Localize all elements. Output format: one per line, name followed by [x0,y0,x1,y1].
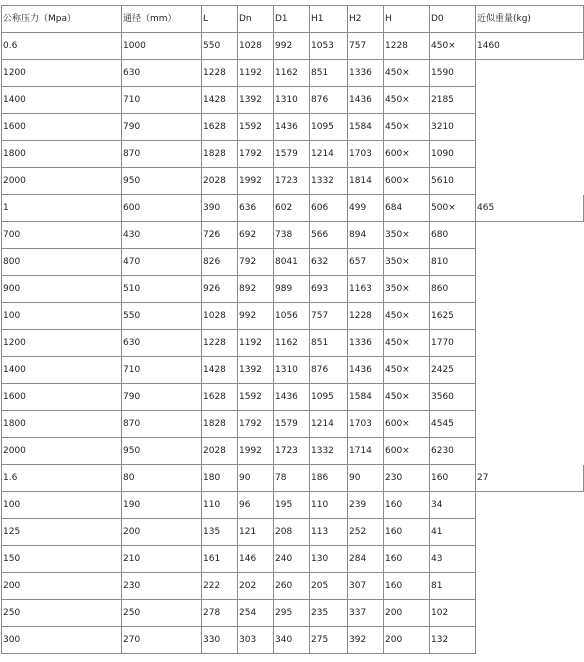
table-cell: 100 [2,303,122,330]
table-row [2,600,584,627]
table-cell: 340 [274,627,310,654]
table-cell: 926 [202,276,238,303]
table-cell: 792 [238,249,274,276]
table-cell: 113 [310,519,348,546]
table-cell: 1090 [430,141,476,168]
empty-cell [476,168,584,195]
table-cell: 1714 [348,438,384,465]
table-row [2,627,584,654]
table-cell: 1436 [274,114,310,141]
table-cell: 1625 [430,303,476,330]
table-row [2,465,584,492]
table-cell: 110 [310,492,348,519]
table-cell: 300 [2,627,122,654]
table-cell: 2000 [2,168,122,195]
table-cell: 860 [430,276,476,303]
table-cell: 851 [310,330,348,357]
table-cell: 1392 [238,357,274,384]
table-row [2,87,584,114]
table-cell: 450× [384,303,430,330]
table-cell: 90 [348,465,384,492]
empty-cell [476,384,584,411]
table-cell: 510 [122,276,202,303]
table-cell: 252 [348,519,384,546]
table-cell: 950 [122,438,202,465]
table-cell: 500× [430,195,476,222]
table-cell: 989 [274,276,310,303]
table-cell: 1584 [348,114,384,141]
table-cell: 208 [274,519,310,546]
table-cell: 2425 [430,357,476,384]
table-cell: 1392 [238,87,274,114]
table-row [2,546,584,573]
table-cell: 900 [2,276,122,303]
table-cell: 78 [274,465,310,492]
table-cell: 160 [384,546,430,573]
table-cell: 81 [430,573,476,600]
table-cell: 810 [430,249,476,276]
table-cell: 550 [122,303,202,330]
table-cell: 90 [238,465,274,492]
table-cell: 1192 [238,60,274,87]
table-cell: 600× [384,438,430,465]
table-cell: 636 [238,195,274,222]
table-cell: 1095 [310,114,348,141]
table-cell: 1814 [348,168,384,195]
table-cell: 738 [274,222,310,249]
table-cell: 3560 [430,384,476,411]
empty-cell [476,60,584,87]
table-cell: 132 [430,627,476,654]
table-cell: 870 [122,141,202,168]
table-cell: 200 [384,627,430,654]
table-cell: 307 [348,573,384,600]
table-cell: 1200 [2,330,122,357]
table-cell: 160 [384,492,430,519]
table-cell: 630 [122,60,202,87]
table-cell: 1400 [2,357,122,384]
table-cell: 1590 [430,60,476,87]
empty-cell [476,249,584,276]
table-cell: 284 [348,546,384,573]
table-cell: 1770 [430,330,476,357]
table-cell: 4545 [430,411,476,438]
table-cell: 100 [2,492,122,519]
table-cell: 210 [122,546,202,573]
table-cell: 1 [2,195,122,222]
table-cell: 1310 [274,87,310,114]
table-cell: 992 [238,303,274,330]
table-cell: 1600 [2,384,122,411]
table-cell: 992 [274,33,310,60]
table-cell: 200 [384,600,430,627]
table-row [2,438,584,465]
table-cell: 1200 [2,60,122,87]
table-cell: 1053 [310,33,348,60]
table-cell: 1828 [202,141,238,168]
table-cell: 1628 [202,384,238,411]
table-cell: 350× [384,276,430,303]
table-row [2,249,584,276]
table-cell: 600× [384,411,430,438]
table-cell: 1723 [274,168,310,195]
table-cell: 1332 [310,168,348,195]
table-cell: 606 [310,195,348,222]
header-d0: D0 [430,6,476,33]
table-row [2,141,584,168]
header-dn: Dn [238,6,274,33]
table-row [2,357,584,384]
empty-cell [476,330,584,357]
empty-cell [476,411,584,438]
header-diameter: 通径（mm） [122,6,202,33]
table-cell: 1163 [348,276,384,303]
table-cell: 2185 [430,87,476,114]
table-cell: 202 [238,573,274,600]
table-cell: 8041 [274,249,310,276]
table-cell: 894 [348,222,384,249]
empty-cell [476,303,584,330]
table-cell: 27 [476,465,584,492]
empty-cell [476,627,584,654]
table-cell: 465 [476,195,584,222]
table-cell: 1579 [274,411,310,438]
table-cell: 1460 [476,33,584,60]
table-cell: 1703 [348,141,384,168]
table-cell: 800 [2,249,122,276]
table-cell: 710 [122,87,202,114]
table-cell: 240 [274,546,310,573]
table-cell: 1162 [274,330,310,357]
table-cell: 450× [384,384,430,411]
table-cell: 1428 [202,357,238,384]
table-cell: 680 [430,222,476,249]
header-l: L [202,6,238,33]
table-cell: 337 [348,600,384,627]
empty-cell [476,141,584,168]
table-cell: 1723 [274,438,310,465]
table-cell: 390 [202,195,238,222]
table-cell: 450× [384,357,430,384]
table-cell: 790 [122,384,202,411]
table-cell: 657 [348,249,384,276]
table-cell: 1592 [238,384,274,411]
table-cell: 254 [238,600,274,627]
table-cell: 200 [2,573,122,600]
table-cell: 43 [430,546,476,573]
table-cell: 450× [384,87,430,114]
table-cell: 195 [274,492,310,519]
table-cell: 1214 [310,141,348,168]
table-row [2,60,584,87]
table-cell: 2000 [2,438,122,465]
table-cell: 876 [310,357,348,384]
table-cell: 1336 [348,60,384,87]
table-cell: 1800 [2,141,122,168]
table-cell: 693 [310,276,348,303]
table-cell: 1000 [122,33,202,60]
header-h2: H2 [348,6,384,33]
table-cell: 790 [122,114,202,141]
table-cell: 1828 [202,411,238,438]
table-cell: 2028 [202,438,238,465]
table-cell: 826 [202,249,238,276]
table-cell: 2028 [202,168,238,195]
table-cell: 1228 [384,33,430,60]
table-cell: 430 [122,222,202,249]
table-cell: 566 [310,222,348,249]
table-cell: 1800 [2,411,122,438]
table-cell: 200 [122,519,202,546]
table-cell: 757 [310,303,348,330]
table-cell: 5610 [430,168,476,195]
table-cell: 1703 [348,411,384,438]
table-cell: 275 [310,627,348,654]
table-row [2,384,584,411]
empty-cell [476,492,584,519]
table-cell: 876 [310,87,348,114]
table-row [2,33,584,60]
table-cell: 950 [122,168,202,195]
table-cell: 632 [310,249,348,276]
table-cell: 1592 [238,114,274,141]
table-cell: 270 [122,627,202,654]
table-cell: 1792 [238,411,274,438]
empty-cell [476,600,584,627]
table-cell: 96 [238,492,274,519]
table-cell: 1792 [238,141,274,168]
table-row [2,303,584,330]
table-cell: 726 [202,222,238,249]
table-cell: 278 [202,600,238,627]
table-cell: 230 [384,465,430,492]
table-cell: 1436 [274,384,310,411]
table-row [2,114,584,141]
table-cell: 1228 [202,330,238,357]
table-cell: 1310 [274,357,310,384]
table-cell: 1628 [202,114,238,141]
table-cell: 303 [238,627,274,654]
table-row [2,168,584,195]
table-cell: 41 [430,519,476,546]
table-cell: 851 [310,60,348,87]
table-cell: 102 [430,600,476,627]
table-cell: 222 [202,573,238,600]
table-cell: 450× [384,114,430,141]
table-cell: 260 [274,573,310,600]
table-cell: 121 [238,519,274,546]
table-cell: 1162 [274,60,310,87]
table-cell: 235 [310,600,348,627]
table-cell: 1428 [202,87,238,114]
table-cell: 700 [2,222,122,249]
table-cell: 186 [310,465,348,492]
table-row [2,492,584,519]
table-cell: 130 [310,546,348,573]
table-cell: 1600 [2,114,122,141]
table-cell: 450× [430,33,476,60]
header-h: H [384,6,430,33]
table-cell: 684 [384,195,430,222]
table-cell: 350× [384,249,430,276]
spec-table [1,5,584,654]
table-cell: 1028 [202,303,238,330]
table-cell: 205 [310,573,348,600]
table-cell: 1095 [310,384,348,411]
table-cell: 450× [384,60,430,87]
empty-cell [476,114,584,141]
table-cell: 1400 [2,87,122,114]
table-cell: 161 [202,546,238,573]
table-cell: 600× [384,141,430,168]
table-cell: 1436 [348,87,384,114]
table-cell: 1992 [238,438,274,465]
header-h1: H1 [310,6,348,33]
table-cell: 330 [202,627,238,654]
table-cell: 1336 [348,330,384,357]
table-cell: 1214 [310,411,348,438]
table-cell: 1584 [348,384,384,411]
table-cell: 1992 [238,168,274,195]
empty-cell [476,87,584,114]
table-header-row [2,6,584,33]
table-cell: 892 [238,276,274,303]
table-cell: 1228 [348,303,384,330]
table-cell: 1192 [238,330,274,357]
table-cell: 1228 [202,60,238,87]
table-cell: 125 [2,519,122,546]
table-cell: 0.6 [2,33,122,60]
table-cell: 250 [122,600,202,627]
table-cell: 1579 [274,141,310,168]
table-cell: 295 [274,600,310,627]
header-pressure: 公称压力（Mpa） [2,6,122,33]
empty-cell [476,222,584,249]
table-cell: 499 [348,195,384,222]
table-cell: 1332 [310,438,348,465]
table-row [2,519,584,546]
empty-cell [476,276,584,303]
table-cell: 870 [122,411,202,438]
table-cell: 350× [384,222,430,249]
table-cell: 6230 [430,438,476,465]
table-cell: 757 [348,33,384,60]
table-cell: 190 [122,492,202,519]
table-cell: 160 [384,519,430,546]
empty-cell [476,546,584,573]
header-d1: D1 [274,6,310,33]
table-cell: 710 [122,357,202,384]
table-cell: 110 [202,492,238,519]
table-cell: 630 [122,330,202,357]
table-cell: 550 [202,33,238,60]
table-cell: 600 [122,195,202,222]
table-cell: 1.6 [2,465,122,492]
table-row [2,411,584,438]
table-cell: 80 [122,465,202,492]
empty-cell [476,438,584,465]
table-cell: 470 [122,249,202,276]
table-cell: 1028 [238,33,274,60]
table-cell: 135 [202,519,238,546]
empty-cell [476,519,584,546]
table-cell: 239 [348,492,384,519]
table-cell: 160 [384,573,430,600]
table-row [2,330,584,357]
table-cell: 1056 [274,303,310,330]
table-row [2,195,584,222]
table-cell: 146 [238,546,274,573]
table-cell: 692 [238,222,274,249]
table-row [2,276,584,303]
table-cell: 450× [384,330,430,357]
empty-cell [476,357,584,384]
header-weight: 近似重量(kg) [476,6,584,33]
table-cell: 1436 [348,357,384,384]
table-cell: 150 [2,546,122,573]
table-cell: 600× [384,168,430,195]
table-cell: 3210 [430,114,476,141]
table-cell: 250 [2,600,122,627]
table-cell: 180 [202,465,238,492]
empty-cell [476,573,584,600]
table-row [2,573,584,600]
table-cell: 230 [122,573,202,600]
table-row [2,222,584,249]
table-cell: 602 [274,195,310,222]
table-cell: 160 [430,465,476,492]
table-cell: 34 [430,492,476,519]
table-cell: 392 [348,627,384,654]
